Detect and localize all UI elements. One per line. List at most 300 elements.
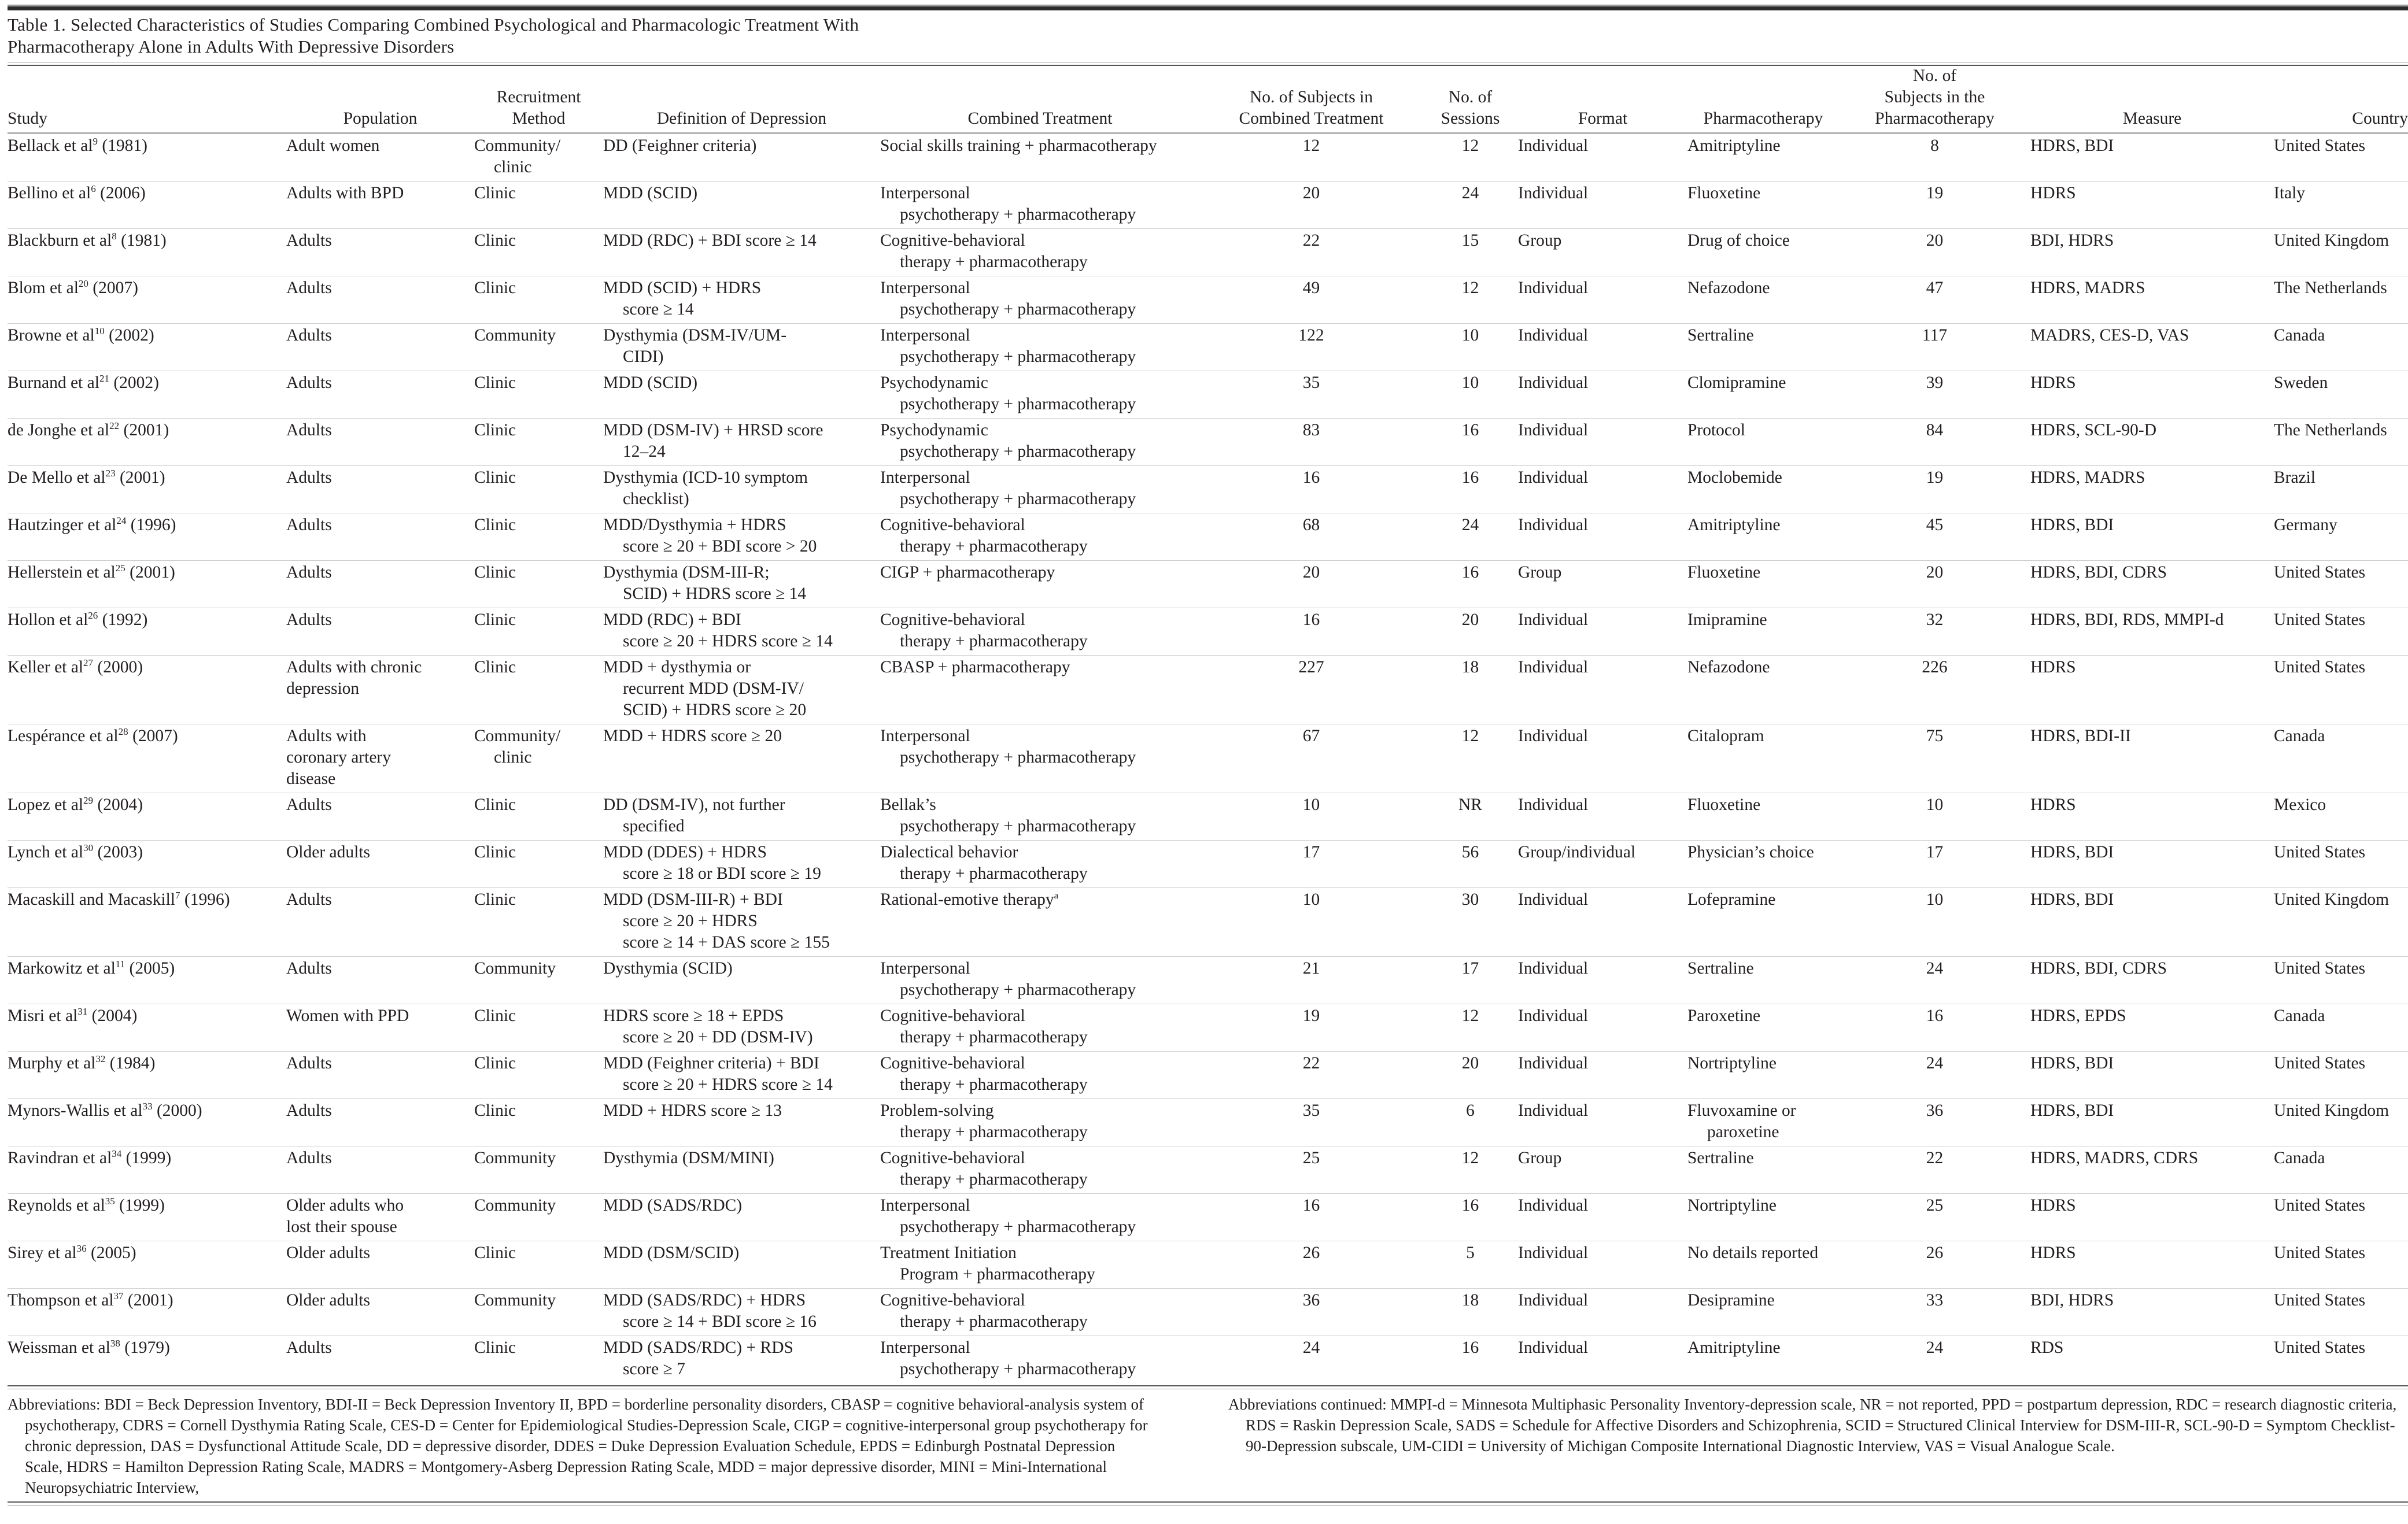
population-cell	[286, 957, 474, 1004]
n-pharm-cell	[1839, 324, 2030, 371]
country-cell	[2274, 1289, 2408, 1336]
population-cell	[286, 276, 474, 324]
recruitment-cell	[474, 466, 603, 513]
sessions-value: 24	[1461, 184, 1479, 202]
n-pharm-value: 10	[1926, 796, 1944, 814]
measure-value: HDRS, SCL-90-D	[2030, 421, 2156, 439]
pharmacotherapy-cell	[1687, 1099, 1839, 1146]
study-reference: 25	[115, 563, 125, 574]
sessions-cell	[1423, 1146, 1518, 1194]
n-combined-value: 12	[1302, 136, 1320, 155]
measure-cell	[2030, 793, 2274, 841]
format-cell	[1518, 1241, 1687, 1289]
measure-value: HDRS	[2030, 373, 2076, 392]
measure-cell	[2030, 1004, 2274, 1052]
table-row	[8, 371, 2408, 419]
definition-value: MDD (DSM/SCID)	[603, 1244, 740, 1262]
definition-cell	[603, 793, 880, 841]
pharmacotherapy-cell	[1687, 1194, 1839, 1241]
n-combined-value: 36	[1302, 1291, 1320, 1310]
n-combined-cell	[1200, 324, 1423, 371]
definition-cell	[603, 724, 880, 793]
combined-value: Rational-emotive therapy	[880, 890, 1054, 909]
header-definition: Definition of Depression	[603, 65, 880, 133]
sessions-cell	[1423, 182, 1518, 229]
study-author: Macaskill and Macaskill	[8, 890, 176, 909]
sessions-cell	[1423, 324, 1518, 371]
population-value: Adults	[286, 373, 332, 392]
country-value: The Netherlands	[2274, 279, 2387, 297]
table-row	[8, 1336, 2408, 1384]
combined-value: CIGP + pharmacotherapy	[880, 563, 1055, 582]
country-value: United States	[2274, 563, 2366, 582]
combined-cell	[880, 1004, 1200, 1052]
sessions-cell	[1423, 724, 1518, 793]
recruitment-cell	[474, 1146, 603, 1194]
country-value: Mexico	[2274, 796, 2326, 814]
measure-value: HDRS, MADRS, CDRS	[2030, 1149, 2199, 1167]
combined-value: Interpersonal psychotherapy + pharmacotherapy	[880, 959, 1136, 999]
pharmacotherapy-value: Fluoxetine	[1687, 184, 1761, 202]
format-value: Group/individual	[1518, 843, 1636, 861]
country-cell	[2274, 1052, 2408, 1099]
study-cell	[8, 276, 286, 324]
study-author: Blom et al	[8, 279, 79, 297]
bottom-rule	[8, 1501, 2408, 1505]
measure-cell	[2030, 1336, 2274, 1384]
sessions-cell	[1423, 276, 1518, 324]
study-reference: 33	[142, 1101, 153, 1112]
n-combined-cell	[1200, 466, 1423, 513]
definition-cell	[603, 1241, 880, 1289]
population-value: Adults	[286, 279, 332, 297]
recruitment-value: Clinic	[474, 231, 516, 250]
measure-cell	[2030, 1241, 2274, 1289]
header-n-combined: No. of Subjects in Combined Treatment	[1200, 65, 1423, 133]
sessions-value: 30	[1461, 890, 1479, 909]
country-value: United Kingdom	[2274, 1101, 2389, 1120]
study-year: (1996)	[180, 890, 230, 909]
combined-cell	[880, 466, 1200, 513]
population-cell	[286, 229, 474, 276]
recruitment-value: Clinic	[474, 373, 516, 392]
recruitment-value: Clinic	[474, 516, 516, 534]
format-cell	[1518, 888, 1687, 957]
recruitment-value: Community	[474, 1149, 556, 1167]
combined-value: Cognitive-behavioral therapy + pharmacotherapy	[880, 1291, 1088, 1331]
study-cell	[8, 324, 286, 371]
pharmacotherapy-cell	[1687, 656, 1839, 724]
n-combined-value: 35	[1302, 1101, 1320, 1120]
definition-value: MDD (SCID) + HDRS score ≥ 14	[603, 279, 762, 319]
study-year: (1981)	[97, 136, 147, 155]
format-cell	[1518, 1052, 1687, 1099]
sessions-cell	[1423, 1336, 1518, 1384]
combined-cell	[880, 1336, 1200, 1384]
sessions-cell	[1423, 371, 1518, 419]
n-pharm-cell	[1839, 1004, 2030, 1052]
format-value: Individual	[1518, 1291, 1589, 1310]
definition-value: MDD + HDRS score ≥ 20	[603, 727, 782, 745]
study-year: (1984)	[105, 1054, 156, 1072]
study-year: (2001)	[115, 468, 165, 487]
n-combined-value: 227	[1298, 658, 1324, 676]
population-cell	[286, 1241, 474, 1289]
study-year: (1996)	[126, 516, 176, 534]
pharmacotherapy-value: Fluoxetine	[1687, 796, 1761, 814]
format-value: Individual	[1518, 1007, 1589, 1025]
study-cell	[8, 1099, 286, 1146]
sessions-value: 12	[1461, 136, 1479, 155]
format-cell	[1518, 724, 1687, 793]
study-author: Misri et al	[8, 1007, 78, 1025]
pharmacotherapy-cell	[1687, 1004, 1839, 1052]
recruitment-value: Clinic	[474, 890, 516, 909]
recruitment-value: Community/ clinic	[474, 727, 561, 767]
format-cell	[1518, 466, 1687, 513]
combined-cell	[880, 371, 1200, 419]
country-value: United Kingdom	[2274, 890, 2389, 909]
country-value: The Netherlands	[2274, 421, 2387, 439]
table-row	[8, 324, 2408, 371]
study-cell	[8, 1241, 286, 1289]
n-combined-cell	[1200, 229, 1423, 276]
population-cell	[286, 513, 474, 561]
study-reference: 29	[83, 795, 94, 807]
sessions-value: 16	[1461, 421, 1479, 439]
definition-value: MDD (SADS/RDC)	[603, 1196, 743, 1215]
study-year: (2001)	[125, 563, 175, 582]
study-year: (1999)	[121, 1149, 172, 1167]
combined-value: Cognitive-behavioral therapy + pharmacotherapy	[880, 1054, 1088, 1094]
recruitment-cell	[474, 1194, 603, 1241]
population-value: Adults	[286, 468, 332, 487]
footnotes	[8, 1394, 2408, 1498]
recruitment-cell	[474, 793, 603, 841]
n-combined-cell	[1200, 1241, 1423, 1289]
combined-value: Cognitive-behavioral therapy + pharmacotherapy	[880, 1149, 1088, 1189]
n-combined-cell	[1200, 1004, 1423, 1052]
combined-value: Interpersonal psychotherapy + pharmacotherapy	[880, 326, 1136, 366]
definition-cell	[603, 133, 880, 182]
study-cell	[8, 1194, 286, 1241]
country-cell	[2274, 608, 2408, 656]
country-value: Canada	[2274, 727, 2325, 745]
country-value: United States	[2274, 1291, 2366, 1310]
study-author: De Mello et al	[8, 468, 106, 487]
recruitment-cell	[474, 513, 603, 561]
format-value: Individual	[1518, 1101, 1589, 1120]
n-pharm-cell	[1839, 608, 2030, 656]
table-title: Table 1. Selected Characteristics of Studies Comparing Combined Psychological and Pharmacologic Treatment With Pharmacotherapy Alone in Adults With Depressive Disorders	[8, 14, 859, 57]
n-combined-value: 67	[1302, 727, 1320, 745]
header-country: Country	[2274, 65, 2408, 133]
definition-cell	[603, 1099, 880, 1146]
population-cell	[286, 888, 474, 957]
measure-cell	[2030, 419, 2274, 466]
combined-cell	[880, 608, 1200, 656]
measure-cell	[2030, 561, 2274, 608]
sessions-value: 20	[1461, 611, 1479, 629]
sessions-value: 5	[1466, 1244, 1475, 1262]
n-pharm-value: 25	[1926, 1196, 1944, 1215]
population-value: Adults	[286, 421, 332, 439]
population-cell	[286, 656, 474, 724]
study-cell	[8, 793, 286, 841]
definition-value: MDD (DDES) + HDRS score ≥ 18 or BDI score ≥ 19	[603, 843, 821, 883]
table-row	[8, 1052, 2408, 1099]
n-combined-cell	[1200, 419, 1423, 466]
country-value: United States	[2274, 959, 2366, 978]
definition-value: MDD (DSM-IV) + HRSD score 12–24	[603, 421, 823, 461]
pharmacotherapy-value: Nefazodone	[1687, 279, 1770, 297]
measure-cell	[2030, 841, 2274, 888]
country-value: United Kingdom	[2274, 231, 2389, 250]
measure-cell	[2030, 513, 2274, 561]
n-pharm-cell	[1839, 133, 2030, 182]
country-cell	[2274, 1241, 2408, 1289]
study-year: (2007)	[128, 727, 178, 745]
country-value: Sweden	[2274, 373, 2328, 392]
definition-value: Dysthymia (SCID)	[603, 959, 733, 978]
study-reference: 38	[110, 1338, 120, 1349]
format-value: Group	[1518, 231, 1562, 250]
measure-value: HDRS, BDI	[2030, 516, 2114, 534]
study-cell	[8, 133, 286, 182]
combined-value: Bellak’s psychotherapy + pharmacotherapy	[880, 796, 1136, 835]
definition-value: Dysthymia (DSM/MINI)	[603, 1149, 774, 1167]
format-cell	[1518, 656, 1687, 724]
population-cell	[286, 608, 474, 656]
definition-cell	[603, 229, 880, 276]
sessions-cell	[1423, 466, 1518, 513]
pharmacotherapy-value: Sertraline	[1687, 326, 1754, 345]
definition-cell	[603, 1289, 880, 1336]
n-pharm-value: 8	[1930, 136, 1939, 155]
population-value: Adult women	[286, 136, 380, 155]
definition-value: Dysthymia (ICD-10 symptom checklist)	[603, 468, 808, 508]
country-cell	[2274, 1004, 2408, 1052]
pharmacotherapy-value: Sertraline	[1687, 959, 1754, 978]
n-combined-value: 83	[1302, 421, 1320, 439]
n-combined-cell	[1200, 793, 1423, 841]
population-cell	[286, 841, 474, 888]
population-value: Adults	[286, 1101, 332, 1120]
country-value: United States	[2274, 611, 2366, 629]
definition-cell	[603, 656, 880, 724]
population-cell	[286, 419, 474, 466]
population-value: Women with PPD	[286, 1007, 409, 1025]
table-and-footnotes	[8, 65, 2408, 1505]
pharmacotherapy-cell	[1687, 1289, 1839, 1336]
combined-value: Interpersonal psychotherapy + pharmacotherapy	[880, 1338, 1136, 1378]
population-value: Older adults who lost their spouse	[286, 1196, 404, 1236]
n-pharm-cell	[1839, 371, 2030, 419]
population-cell	[286, 324, 474, 371]
n-pharm-cell	[1839, 419, 2030, 466]
country-cell	[2274, 957, 2408, 1004]
n-combined-cell	[1200, 182, 1423, 229]
definition-value: Dysthymia (DSM-IV/UM- CIDI)	[603, 326, 787, 366]
study-author: de Jonghe et al	[8, 421, 110, 439]
combined-value: Treatment Initiation Program + pharmacotherapy	[880, 1244, 1095, 1283]
n-pharm-cell	[1839, 1289, 2030, 1336]
n-pharm-value: 22	[1926, 1149, 1944, 1167]
combined-cell	[880, 1099, 1200, 1146]
population-cell	[286, 1099, 474, 1146]
study-cell	[8, 608, 286, 656]
combined-value: Interpersonal psychotherapy + pharmacotherapy	[880, 184, 1136, 224]
n-pharm-value: 33	[1926, 1291, 1944, 1310]
combined-cell	[880, 841, 1200, 888]
header-pharmacotherapy: Pharmacotherapy	[1687, 65, 1839, 133]
pharmacotherapy-value: Nortriptyline	[1687, 1196, 1777, 1215]
n-pharm-cell	[1839, 1146, 2030, 1194]
study-year: (2001)	[123, 1291, 173, 1310]
definition-cell	[603, 1146, 880, 1194]
top-rule-thin	[8, 5, 2408, 6]
sessions-cell	[1423, 841, 1518, 888]
country-cell	[2274, 1099, 2408, 1146]
study-author: Hautzinger et al	[8, 516, 117, 534]
country-cell	[2274, 793, 2408, 841]
definition-cell	[603, 608, 880, 656]
format-cell	[1518, 419, 1687, 466]
table-row	[8, 957, 2408, 1004]
header-study: Study	[8, 65, 286, 133]
study-reference: 36	[76, 1243, 87, 1255]
pharmacotherapy-value: Protocol	[1687, 421, 1745, 439]
definition-value: MDD + HDRS score ≥ 13	[603, 1101, 782, 1120]
sessions-value: 16	[1461, 1338, 1479, 1357]
n-pharm-cell	[1839, 656, 2030, 724]
pharmacotherapy-value: Paroxetine	[1687, 1007, 1761, 1025]
pharmacotherapy-cell	[1687, 276, 1839, 324]
definition-cell	[603, 841, 880, 888]
table-row	[8, 1241, 2408, 1289]
study-reference: 24	[116, 515, 127, 527]
study-reference: 35	[105, 1196, 115, 1207]
sessions-value: 12	[1461, 1007, 1479, 1025]
recruitment-cell	[474, 841, 603, 888]
study-author: Ravindran et al	[8, 1149, 112, 1167]
study-author: Sirey et al	[8, 1244, 77, 1262]
format-value: Group	[1518, 1149, 1562, 1167]
table-row	[8, 182, 2408, 229]
definition-cell	[603, 1052, 880, 1099]
header-format: Format	[1518, 65, 1687, 133]
definition-cell	[603, 1004, 880, 1052]
characteristics-table	[8, 65, 2408, 1383]
footnote-abbreviations-continued: Abbreviations continued: MMPI-d = Minnesota Multiphasic Personality Inventory-depression scale, NR = not reported, PPD = postpartum depression, RDC = research diagnostic criteria, RDS = Raskin Depression Scale, SADS = Schedule for Affective Disorders and Schizophrenia, SCID = Structured Clinical Interview for DSM-III-R, SCL-90-D = Symptom Checklist-90-Depression subscale, UM-CIDI = University of Michigan Composite International Diagnostic Interview, VAS = Visual Analogue Scale.	[1228, 1396, 2397, 1455]
recruitment-value: Clinic	[474, 468, 516, 487]
n-combined-value: 10	[1302, 890, 1320, 909]
study-year: (2007)	[88, 279, 138, 297]
definition-value: MDD (RDC) + BDI score ≥ 14	[603, 231, 817, 250]
population-value: Adults	[286, 563, 332, 582]
format-cell	[1518, 229, 1687, 276]
recruitment-cell	[474, 276, 603, 324]
study-author: Hollon et al	[8, 611, 88, 629]
combined-cell	[880, 182, 1200, 229]
sessions-value: 12	[1461, 279, 1479, 297]
format-value: Individual	[1518, 890, 1589, 909]
recruitment-cell	[474, 608, 603, 656]
country-cell	[2274, 419, 2408, 466]
study-reference: 6	[91, 183, 96, 195]
format-value: Individual	[1518, 658, 1589, 676]
country-value: United States	[2274, 658, 2366, 676]
recruitment-value: Community	[474, 1196, 556, 1215]
header-population: Population	[286, 65, 474, 133]
measure-value: HDRS, BDI	[2030, 890, 2114, 909]
combined-value: Psychodynamic psychotherapy + pharmacotherapy	[880, 373, 1136, 413]
measure-value: HDRS	[2030, 184, 2076, 202]
study-author: Lynch et al	[8, 843, 84, 861]
definition-value: MDD/Dysthymia + HDRS score ≥ 20 + BDI score > 20	[603, 516, 817, 556]
study-cell	[8, 841, 286, 888]
footnote-marker: a	[1054, 890, 1059, 901]
n-pharm-cell	[1839, 276, 2030, 324]
population-value: Adults	[286, 326, 332, 345]
n-combined-cell	[1200, 1146, 1423, 1194]
recruitment-value: Clinic	[474, 421, 516, 439]
recruitment-value: Clinic	[474, 1244, 516, 1262]
pharmacotherapy-cell	[1687, 1241, 1839, 1289]
measure-value: BDI, HDRS	[2030, 231, 2114, 250]
combined-value: Cognitive-behavioral therapy + pharmacotherapy	[880, 1007, 1088, 1046]
population-value: Adults with chronic depression	[286, 658, 422, 698]
combined-value: Cognitive-behavioral therapy + pharmacotherapy	[880, 231, 1088, 271]
study-year: (2005)	[86, 1244, 136, 1262]
recruitment-cell	[474, 1099, 603, 1146]
population-cell	[286, 182, 474, 229]
measure-cell	[2030, 656, 2274, 724]
table-row	[8, 656, 2408, 724]
definition-cell	[603, 276, 880, 324]
study-author: Bellack et al	[8, 136, 93, 155]
format-cell	[1518, 371, 1687, 419]
population-cell	[286, 1146, 474, 1194]
format-cell	[1518, 841, 1687, 888]
recruitment-value: Clinic	[474, 1338, 516, 1357]
n-combined-value: 68	[1302, 516, 1320, 534]
table-row	[8, 888, 2408, 957]
n-pharm-cell	[1839, 1336, 2030, 1384]
n-pharm-cell	[1839, 1241, 2030, 1289]
study-reference: 34	[112, 1148, 122, 1160]
population-cell	[286, 1052, 474, 1099]
n-combined-value: 22	[1302, 231, 1320, 250]
definition-cell	[603, 1194, 880, 1241]
n-pharm-value: 16	[1926, 1007, 1944, 1025]
population-cell	[286, 1194, 474, 1241]
recruitment-value: Clinic	[474, 563, 516, 582]
recruitment-cell	[474, 371, 603, 419]
population-cell	[286, 1336, 474, 1384]
combined-value: Interpersonal psychotherapy + pharmacotherapy	[880, 468, 1136, 508]
study-year: (2003)	[93, 843, 143, 861]
sessions-cell	[1423, 1194, 1518, 1241]
population-cell	[286, 133, 474, 182]
recruitment-cell	[474, 1336, 603, 1384]
table-row	[8, 133, 2408, 182]
population-value: Adults with BPD	[286, 184, 404, 202]
pharmacotherapy-cell	[1687, 1052, 1839, 1099]
header-combined: Combined Treatment	[880, 65, 1200, 133]
n-pharm-value: 19	[1926, 468, 1944, 487]
study-reference: 11	[115, 959, 125, 970]
